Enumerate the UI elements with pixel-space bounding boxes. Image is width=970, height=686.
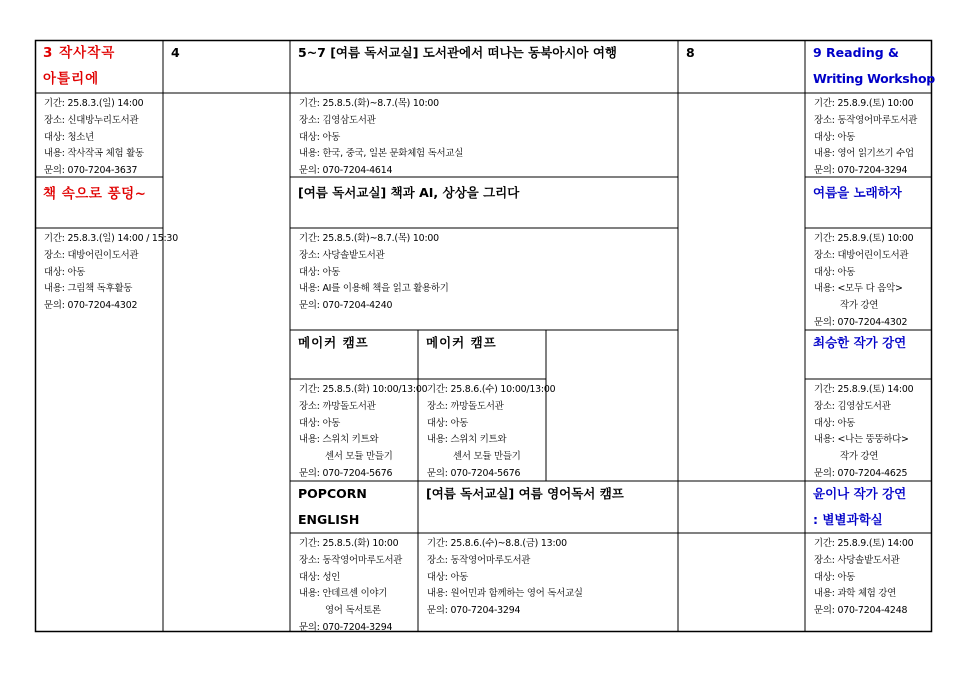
popcorn-english-title-line1: POPCORN (298, 486, 367, 501)
event-target: 대상: 아동 (814, 571, 856, 583)
event-contact: 문의: 070-7204-5676 (427, 467, 521, 479)
event-content: 내용: 스위치 키트와 (427, 434, 507, 446)
days-5-7-event-1-title: 5~7 [여름 독서교실] 도서관에서 떠나는 동북아시아 여행 (298, 45, 617, 60)
event-content: 내용: 영어 읽기쓰기 수업 (814, 148, 914, 160)
day-9-event-4-title-line1: 윤이나 작가 강연 (813, 486, 907, 501)
event-place: 장소: 동작영어마루도서관 (427, 554, 531, 566)
popcorn-english-details (290, 533, 418, 632)
event-period: 기간: 25.8.9.(토) 10:00 (814, 98, 914, 109)
event-content: 내용: <모두 다 음악> (814, 283, 903, 295)
event-content: 내용: 작사작곡 체험 활동 (44, 148, 144, 160)
day-3-event-2-header (35, 177, 163, 228)
event-content: 내용: 그림책 독후활동 (44, 283, 133, 295)
day-9-event-4-details (805, 533, 932, 632)
day-9-event-2-title: 여름을 노래하자 (813, 185, 902, 200)
event-target: 대상: 청소년 (44, 131, 95, 143)
event-content: 내용: 과학 체험 강연 (814, 588, 897, 600)
event-content-continued: 센서 모듈 만들기 (453, 451, 521, 463)
popcorn-english-header (290, 481, 418, 533)
english-camp-details (418, 533, 678, 632)
event-place: 장소: 신대방누리도서관 (44, 114, 139, 126)
event-place: 장소: 김영삼도서관 (299, 114, 376, 126)
maker-camp-a-details (290, 379, 428, 481)
maker-camp-b-title: 메이커 캠프 (426, 335, 497, 350)
event-content: 내용: AI를 이용해 책을 읽고 활용하기 (299, 283, 449, 295)
event-contact: 문의: 070-7204-5676 (299, 467, 393, 479)
calendar-grid (35, 40, 935, 633)
event-period: 기간: 25.8.9.(토) 10:00 (814, 233, 914, 244)
maker-camp-b-details (418, 379, 556, 481)
day-3-number: 3 (43, 45, 54, 61)
event-period: 기간: 25.8.9.(토) 14:00 (814, 538, 914, 549)
event-period: 기간: 25.8.9.(토) 14:00 (814, 384, 914, 395)
event-content-continued: 작가 강연 (840, 451, 879, 463)
english-camp-header (418, 481, 678, 533)
event-contact: 문의: 070-7204-4625 (814, 467, 908, 479)
event-target: 대상: 아동 (44, 266, 86, 278)
event-content: 내용: 스위치 키트와 (299, 434, 379, 446)
event-contact: 문의: 070-7204-3294 (427, 605, 521, 617)
event-contact: 문의: 070-7204-3294 (814, 165, 908, 177)
event-contact: 문의: 070-7204-4302 (814, 316, 908, 328)
day-9-event-4-title-line2: : 별별과학실 (813, 512, 883, 527)
event-content-continued: 영어 독서토론 (325, 605, 381, 617)
days-5-7-event-2-details (290, 228, 678, 330)
event-place: 장소: 동작영어마루도서관 (299, 554, 403, 566)
event-content: 내용: 한국, 중국, 일본 문화체험 독서교실 (299, 148, 464, 160)
maker-camp-b-header (418, 330, 546, 379)
event-target: 대상: 아동 (299, 131, 341, 143)
event-period: 기간: 25.8.6.(수)~8.8.(금) 13:00 (427, 538, 567, 549)
event-target: 대상: 아동 (299, 266, 341, 278)
days-5-7-event-1-header (290, 40, 678, 93)
maker-camp-a-title: 메이커 캠프 (298, 335, 369, 350)
event-target: 대상: 아동 (814, 131, 856, 143)
event-contact: 문의: 070-7204-4614 (299, 165, 393, 177)
day-8-header (678, 40, 805, 93)
day-4-header (163, 40, 290, 93)
event-contact: 문의: 070-7204-3294 (299, 621, 393, 633)
event-place: 장소: 사당솔밭도서관 (814, 554, 900, 566)
event-content: 내용: <나는 뚱뚱하다> (814, 434, 909, 446)
day-4-number: 4 (171, 45, 180, 60)
event-place: 장소: 까망돌도서관 (299, 400, 376, 412)
day-9-event-4-header (805, 481, 932, 533)
event-period: 기간: 25.8.6.(수) 10:00/13:00 (427, 384, 556, 395)
event-contact: 문의: 070-7204-4302 (44, 300, 138, 312)
event-contact: 문의: 070-7204-4248 (814, 605, 908, 617)
event-target: 대상: 아동 (814, 417, 856, 429)
day-8-number: 8 (686, 45, 695, 60)
event-target: 대상: 성인 (299, 571, 341, 583)
day-9-header (805, 40, 935, 93)
event-period: 기간: 25.8.3.(일) 14:00 / 15:30 (44, 233, 178, 244)
event-place: 장소: 까망돌도서관 (427, 400, 504, 412)
event-target: 대상: 아동 (427, 417, 469, 429)
event-period: 기간: 25.8.5.(화)~8.7.(목) 10:00 (299, 233, 439, 244)
event-place: 장소: 대방어린이도서관 (814, 249, 909, 261)
event-content: 내용: 안데르센 이야기 (299, 588, 388, 600)
day-9-title-line2: Writing Workshop (813, 71, 935, 86)
event-place: 장소: 동작영어마루도서관 (814, 114, 918, 126)
day-9-event-3-header (805, 330, 932, 379)
event-content: 내용: 원어민과 함께하는 영어 독서교실 (427, 588, 583, 600)
day-9-event-3-title: 최승한 작가 강연 (813, 335, 907, 350)
event-place: 장소: 사당솔밭도서관 (299, 249, 385, 261)
event-place: 장소: 대방어린이도서관 (44, 249, 139, 261)
event-period: 기간: 25.8.5.(화) 10:00 (299, 538, 399, 549)
maker-camp-a-header (290, 330, 418, 379)
days-5-7-event-1-details (290, 93, 678, 177)
event-content-continued: 작가 강연 (840, 300, 879, 312)
day-9-event-2-header (805, 177, 932, 228)
day-9-event-3-details (805, 379, 932, 481)
day-9-title-line1: 9 Reading & (813, 45, 899, 60)
event-place: 장소: 김영삼도서관 (814, 400, 891, 412)
event-period: 기간: 25.8.5.(화) 10:00/13:00 (299, 384, 428, 395)
days-5-7-event-2-title: [여름 독서교실] 책과 AI, 상상을 그리다 (298, 185, 520, 200)
event-contact: 문의: 070-7204-4240 (299, 300, 393, 312)
day-3-title-line1: 작사작곡 (59, 45, 116, 61)
day-3-title-line2: 아틀리에 (43, 71, 100, 87)
day-3-header (35, 40, 163, 93)
event-target: 대상: 아동 (299, 417, 341, 429)
day-3-event-2-details (35, 228, 178, 348)
event-period: 기간: 25.8.3.(일) 14:00 (44, 98, 144, 109)
day-9-event-1-details (805, 93, 932, 177)
event-contact: 문의: 070-7204-3637 (44, 165, 138, 177)
days-5-7-event-2-header (290, 177, 678, 228)
day-3-event-2-title: 책 속으로 풍덩~ (43, 186, 147, 202)
event-period: 기간: 25.8.5.(화)~8.7.(목) 10:00 (299, 98, 439, 109)
english-camp-title: [여름 독서교실] 여름 영어독서 캠프 (426, 486, 624, 501)
day-3-event-1-details (35, 93, 163, 177)
event-target: 대상: 아동 (814, 266, 856, 278)
popcorn-english-title-line2: ENGLISH (298, 512, 360, 527)
event-content-continued: 센서 모듈 만들기 (325, 451, 393, 463)
day-9-event-2-details (805, 228, 932, 330)
event-target: 대상: 아동 (427, 571, 469, 583)
